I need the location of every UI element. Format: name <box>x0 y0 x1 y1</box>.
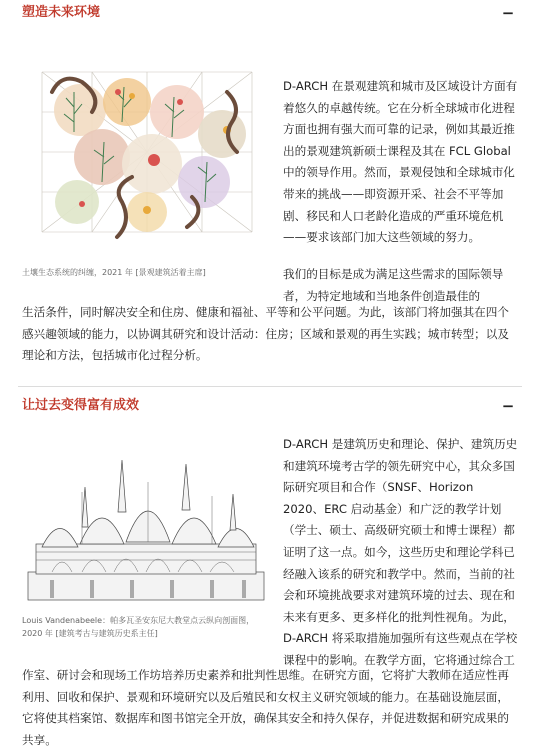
section-title: 塑造未来环境 <box>22 5 101 20</box>
paragraph: D-ARCH 在景观建筑和城市及区域设计方面有着悠久的卓越传统。它在分析全球城市化进程方面也拥有强大而可靠的记录，例如其最近推出的景观建筑新硕士课程及其在 FCL Global 中的领导作用。然而，景观侵蚀和全球城市化带来的挑战——即资源开采、社会不平等加剧、移民和人口老龄化造成的严重环境危机——要求该部门加大这些领域的努力。 <box>283 79 518 245</box>
paragraph: 作室、研讨会和现场工作坊培养历史素养和批判性思维。在研究方面，它将扩大教师在适应性再利用、回收和保护、景观和环境研究以及后殖民和女权主义研究领域的能力。在基础设施层面，它将使其档案馆、数据库和图书馆完全开放，确保其安全和持久保存，并促进数据和研究成果的共享。 <box>22 668 509 747</box>
figure-caption: Louis Vandenabeele：帕多瓦圣安东尼大教堂点云纵向剖面图，2020 年 [建筑考古与建筑历史系主任] <box>22 616 255 638</box>
section-header[interactable] <box>22 1 518 25</box>
paragraph: 生活条件，同时解决安全和住房、健康和福祉、平等和公平问题。为此，该部门将加强其在四个感兴趣领域的能力，以协调其研究和设计活动：住房；区域和景观的再生实践；城市转型；以及理论和方法，包括城市化过程分析。 <box>22 305 509 363</box>
section-header[interactable] <box>22 394 518 418</box>
basilica-section-drawing <box>22 452 270 612</box>
paragraph: D-ARCH 是建筑历史和理论、保护、建筑历史和建筑环境考古学的领先研究中心，其众多国际研究项目和合作（SNSF、Horizon 2020、ERC 启动基金）和广泛的教学计划（学士、硕士、高级研究硕士和博士课程）都证明了这一点。如今，这些历史和理论学科已经融入该系的研究和教学中。然而，当前的社会和环境挑战要求对建筑环境的过去、现在和未来有更多、更多样化的批判性视角。为此，D-ARCH 将采取措施加强所有这些观点在学校课程中的影响。在教学方面，它将通过综合工 <box>283 437 518 667</box>
paragraph: 我们的目标是成为满足这些需求的国际领导者，为特定地域和当地条件创造最佳的 <box>283 267 504 303</box>
collapse-icon[interactable]: − <box>501 4 515 22</box>
soil-ecosystem-illustration <box>22 52 270 252</box>
section-title: 让过去变得富有成效 <box>22 398 140 413</box>
figure-caption: 土壤生态系统的纠缠，2021 年 [景观建筑活着主席] <box>22 268 206 277</box>
collapse-icon[interactable]: − <box>501 397 515 415</box>
